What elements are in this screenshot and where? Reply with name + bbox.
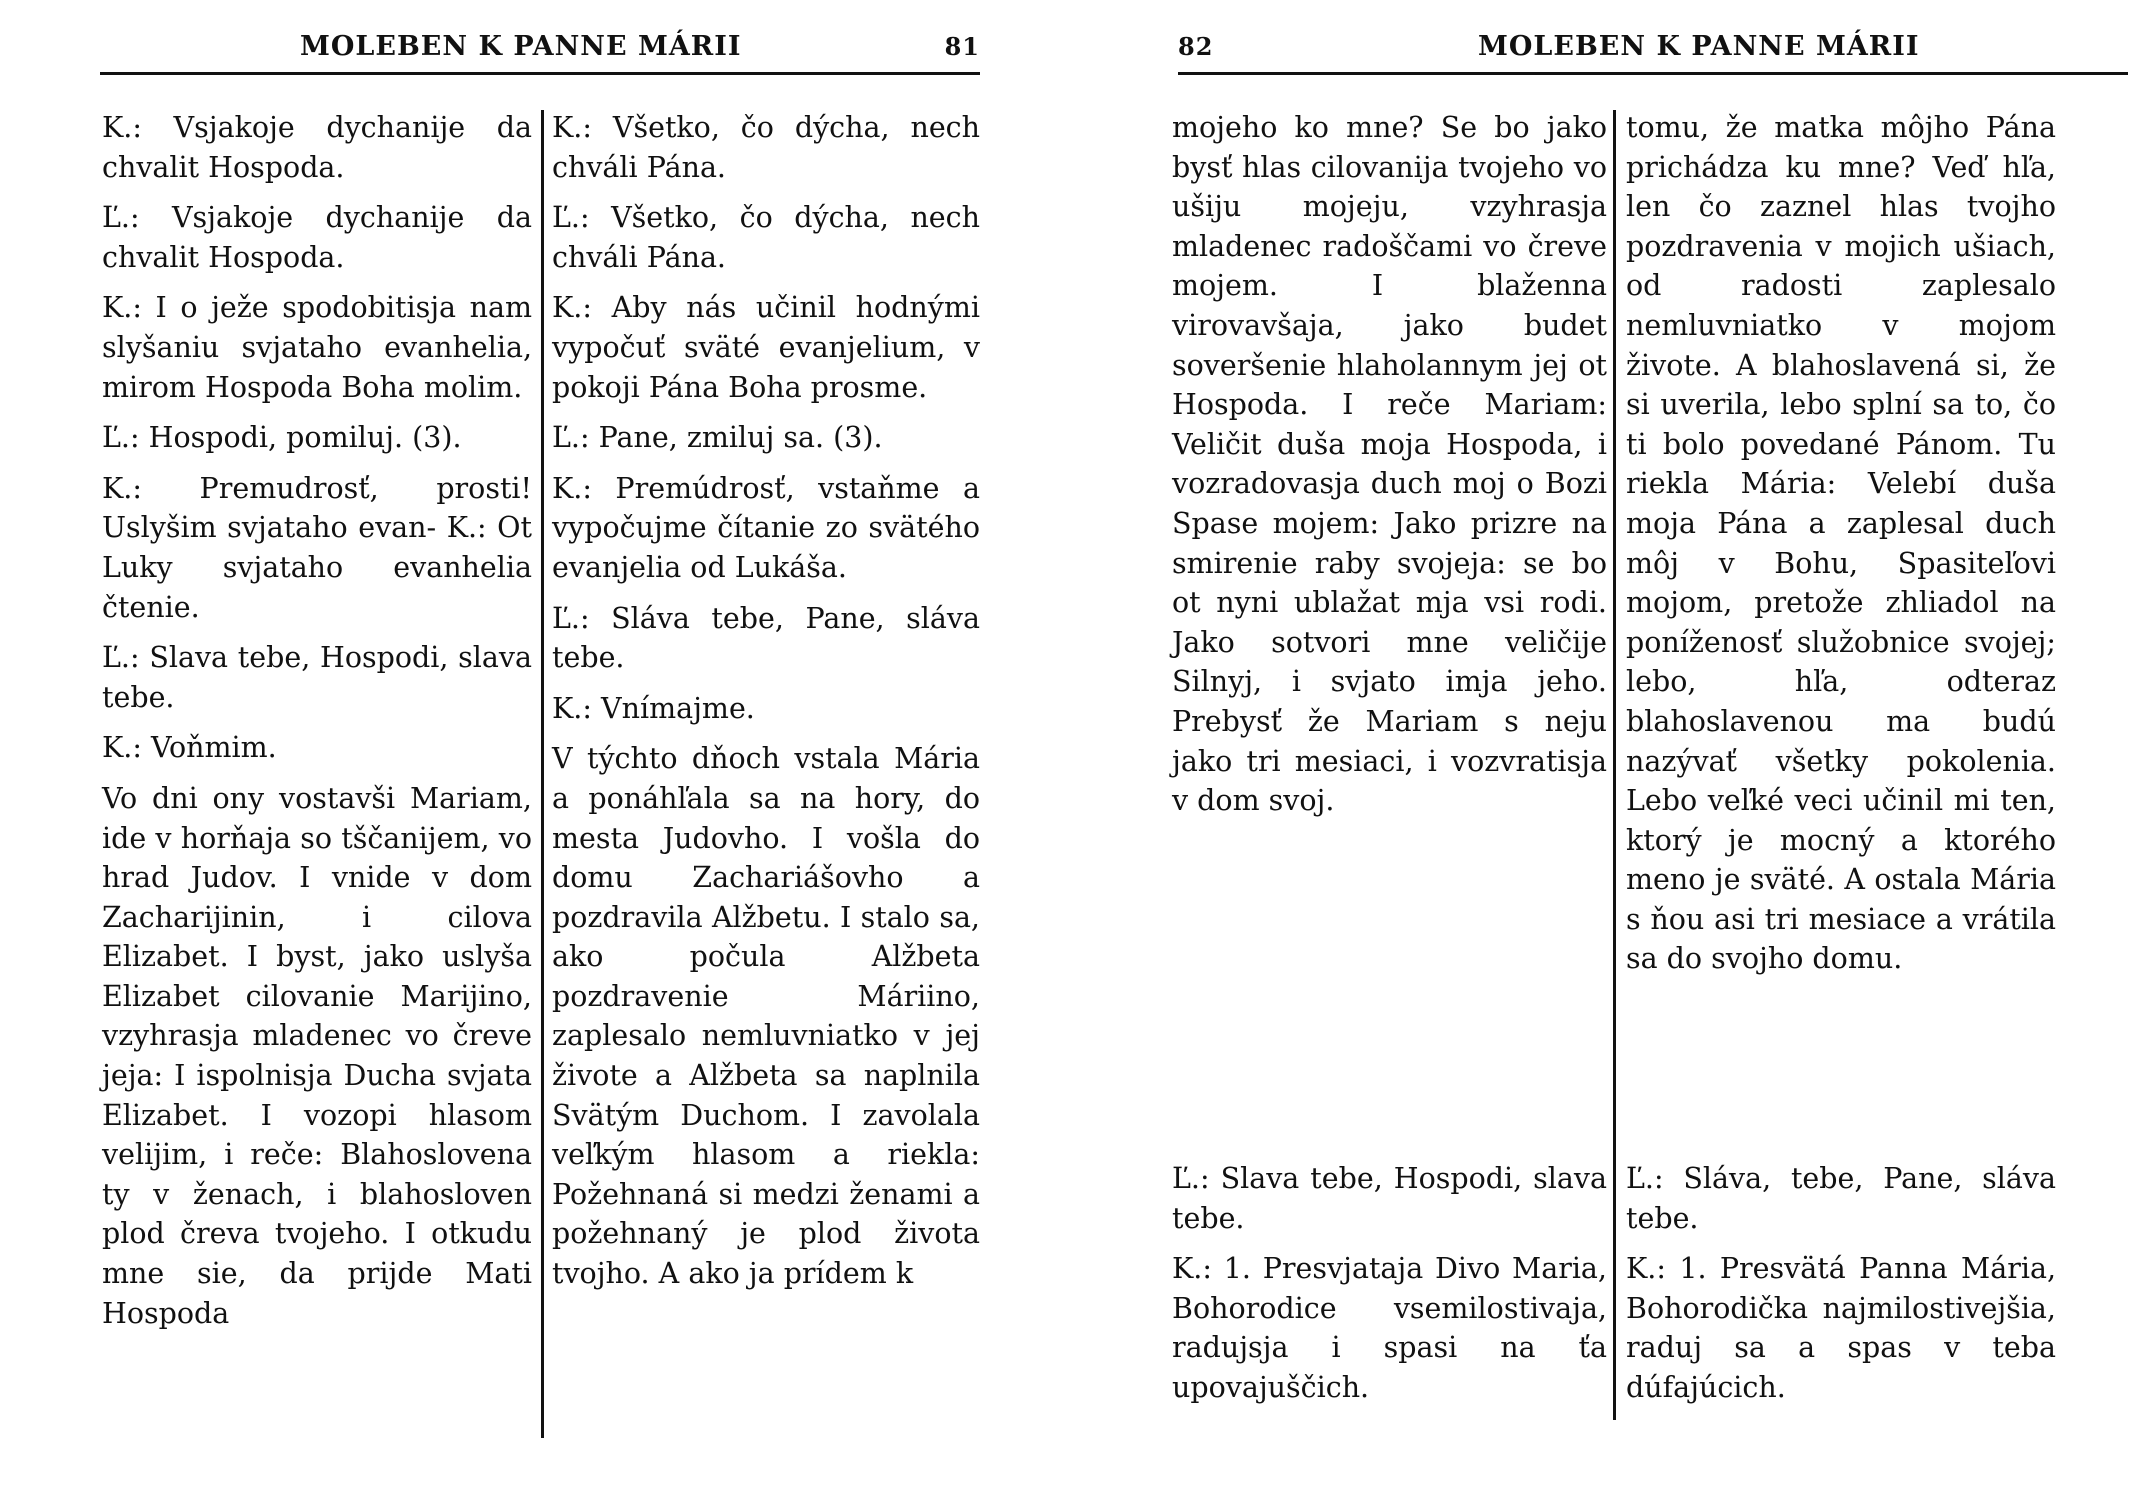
- right-page-header: [1178, 22, 2128, 75]
- paragraph: K.: Vsjakoje dychanije da chvalit Hospoda.: [102, 111, 532, 184]
- left-page-slovak-column: [552, 108, 980, 1305]
- paragraph: K.: Aby nás učinil hodnými vypočuť sväté evanjelium, v pokoji Pána Boha prosme.: [552, 291, 980, 404]
- page-number: 81: [944, 32, 980, 61]
- paragraph: K.: Všetko, čo dýcha, nech chváli Pána.: [552, 111, 980, 184]
- paragraph: K.: Premudrosť, prosti! Uslyšim svjataho evan- K.: Ot Luky svjataho evanhelia čtenie.: [102, 471, 532, 624]
- right-page-church-slavonic-column: [1172, 108, 1607, 1419]
- left-page-header: [100, 22, 980, 75]
- paragraph: K.: Premúdrosť, vstaňme a vypočujme čítanie zo svätého evanjelia od Lukáša.: [552, 471, 980, 584]
- paragraph: Ľ.: Všetko, čo dýcha, nech chváli Pána.: [552, 201, 980, 274]
- running-title: MOLEBEN K PANNE MÁRII: [1478, 31, 1920, 62]
- right-page-slovak-column: [1626, 108, 2056, 1419]
- paragraph: V týchto dňoch vstala Mária a ponáhľala sa na hory, do mesta Judovho. I vošla do domu Zachariášovho a pozdravila Alžbetu. I stalo sa, ako počula Alžbeta pozdravenie Máriino, zaplesalo nemluvniatko v jej živote a Alžbeta sa naplnila Svätým Duchom. I zavolala veľkým hlasom a riekla: Požehnaná si medzi ženami a požehnaný je plod života tvojho. A ako ja prídem k: [552, 742, 980, 1291]
- paragraph: Ľ.: Slava tebe, Hospodi, slava tebe.: [102, 641, 532, 714]
- paragraph: K.: 1. Presvjataja Divo Maria, Bohorodice vsemilostivaja, radujsja i spasi na ťa upovajuščich.: [1172, 1252, 1607, 1404]
- paragraph: Ľ.: Pane, zmiluj sa. (3).: [552, 421, 883, 455]
- paragraph: mojeho ko mne? Se bo jako bysť hlas cilovanija tvojeho vo ušiju mojeju, vzyhrasja mladenec radoščami vo čreve mojem. I blaženna virovavšaja, jako budet soveršenie hlaholannym jej ot Hospoda. I reče Mariam: Veličit duša moja Hospoda, i vozradovasja duch moj o Bozi Spase mojem: Jako prizre na smirenie raby svojeja: se bo ot nyni ublažat mja vsi rodi. Jako sotvori mne veličije Silnyj, i svjato imja jeho. Prebysť že Mariam s neju jako tri mesiaci, i vozvratisja v dom svoj.: [1172, 111, 1607, 818]
- paragraph: K.: I o ježe spodobitisja nam slyšaniu svjataho evanhelia, mirom Hospoda Boha molim.: [102, 291, 532, 404]
- paragraph: Vo dni ony vostavši Mariam, ide v horňaja so tščanijem, vo hrad Judov. I vnide v dom Zacharijinin, i cilova Elizabet. I byst, jako uslyša Elizabet cilovanie Marijino, vzyhrasja mladenec vo čreve jeja: I ispolnisja Ducha svjata Elizabet. I vozopi hlasom velijim, i reče: Blahoslovena ty v ženach, i blahosloven plod čreva tvojeho. I otkudu mne sie, da prijde Mati Hospoda: [102, 781, 532, 1330]
- paragraph: Ľ.: Vsjakoje dychanije da chvalit Hospoda.: [102, 201, 532, 274]
- paragraph: Ľ.: Sláva, tebe, Pane, sláva tebe.: [1626, 1162, 2056, 1235]
- paragraph: K.: Vnímajme.: [552, 691, 755, 725]
- paragraph: Ľ.: Sláva tebe, Pane, sláva tebe.: [552, 601, 980, 675]
- paragraph: K.: Voňmim.: [102, 731, 277, 765]
- page-number: 82: [1178, 32, 1214, 61]
- left-page-church-slavonic-column: [102, 108, 532, 1344]
- paragraph: Ľ.: Hospodi, pomiluj. (3).: [102, 421, 462, 455]
- paragraph: K.: 1. Presvätá Panna Mária, Bohorodička najmilostivejšia, raduj sa a spas v teba dúfajúcich.: [1626, 1252, 2056, 1404]
- paragraph: Ľ.: Slava tebe, Hospodi, slava tebe.: [1172, 1162, 1607, 1235]
- paragraph: tomu, že matka môjho Pána prichádza ku mne? Veď hľa, len čo zaznel hlas tvojho pozdravenia v mojich ušiach, od radosti zaplesalo nemluvniatko v mojom živote. A blahoslavená si, že si uverila, lebo splní sa to, čo ti bolo povedané Pánom. Tu riekla Mária: Velebí duša moja Pána a zaplesal duch môj v Bohu, Spasiteľovi mojom, pretože zhliadol na poníženosť služobnice svojej; lebo, hľa, odteraz blahoslavenou ma budú nazývať všetky pokolenia. Lebo veľké veci učinil mi ten, ktorý je mocný a ktorého meno je sväté. A ostala Mária s ňou asi tri mesiace a vrátila sa do svojho domu.: [1626, 111, 2056, 976]
- column-divider: [541, 110, 544, 1438]
- column-divider: [1613, 110, 1616, 1420]
- running-title: MOLEBEN K PANNE MÁRII: [300, 31, 742, 62]
